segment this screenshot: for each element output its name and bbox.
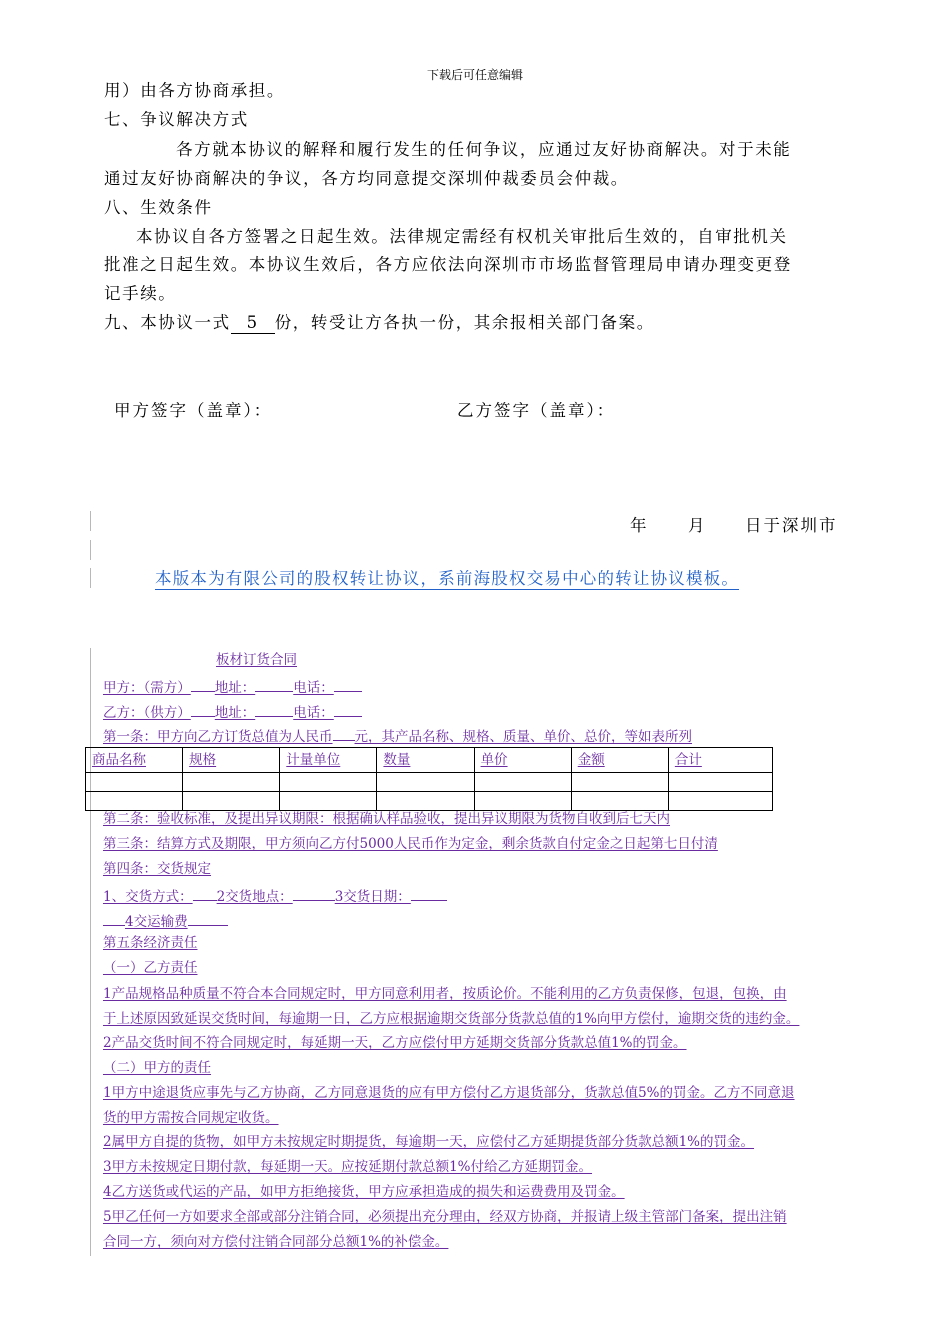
article-2: 第二条：验收标准，及提出异议期限：根据确认样品验收，提出异议期限为货物自收到后七天内 xyxy=(103,811,670,827)
section-7-title: 七、争议解决方式 xyxy=(104,110,249,129)
party-a-duty-5-line2: 合同一方，须向对方偿付注销合同部分总额1%的补偿金。 xyxy=(103,1234,449,1250)
party-b-duty-title: （一）乙方责任 xyxy=(103,960,198,976)
party-b-signature-label: 乙方签字（盖章）： xyxy=(457,401,616,420)
article-4-freight-line: 4交运输费 xyxy=(103,911,228,931)
party-b-phone-label: 电话： xyxy=(293,705,334,721)
table-header-cell: 规格 xyxy=(183,748,280,773)
party-a-duty-1-line1: 1甲方中途退货应事先与乙方协商，乙方同意退货的应有甲方偿付乙方退货部分，货款总值5%的罚金。乙方不同意退 xyxy=(103,1085,795,1101)
table-row xyxy=(86,773,773,792)
party-a-phone-label: 电话： xyxy=(293,680,334,696)
party-b-address-label: 地址： xyxy=(214,705,256,721)
party-a-duty-2: 2属甲方自提的货物，如甲方未按规定时期提货，每逾期一天，应偿付乙方延期提货部分货款总额1%的罚金。 xyxy=(103,1134,755,1150)
section-7-para-line1: 各方就本协议的解释和履行发生的任何争议，应通过友好协商解决。对于未能 xyxy=(176,140,792,159)
margin-guide xyxy=(90,540,91,560)
table-header-cell: 计量单位 xyxy=(280,748,377,773)
article-1: 第一条：甲方向乙方订货总值为人民币 元，其产品名称、规格、质量、单价、总价，等如表所列 xyxy=(103,726,692,746)
party-a-duty-5-line1: 5甲乙任何一方如要求全部或部分注销合同，必须提出充分理由，经双方协商，并报请上级主管部门备案，提出注销 xyxy=(103,1209,787,1225)
template-note-link[interactable]: 本版本为有限公司的股权转让协议，系前海股权交易中心的转让协议模板。 xyxy=(155,569,740,588)
copies-count: 5 xyxy=(231,313,275,334)
table-header-cell: 合计 xyxy=(668,748,772,773)
article-4-delivery-line: 1、交货方式： 2交货地点： 3交货日期： xyxy=(103,886,447,906)
party-b-line xyxy=(103,702,362,722)
party-a-label: 甲方：（需方） xyxy=(103,680,191,696)
party-a-signature-label: 甲方签字（盖章）： xyxy=(114,401,273,420)
table-header-cell: 金额 xyxy=(571,748,668,773)
party-b-duty-1-line2: 于上述原因致延误交货时间，每逾期一日，乙方应根据逾期交货部分货款总值的1%向甲方偿付，逾期交货的违约金。 xyxy=(103,1011,800,1027)
party-a-duty-3: 3甲方未按规定日期付款，每延期一天。应按延期付款总额1%付给乙方延期罚金。 xyxy=(103,1159,593,1175)
margin-guide xyxy=(90,511,91,531)
party-a-address-label: 地址： xyxy=(214,680,256,696)
article-3: 第三条：结算方式及期限，甲方须向乙方付5000人民币作为定金，剩余货款自付定金之日起第七日付清 xyxy=(103,836,718,852)
date-year: 年 xyxy=(630,516,649,535)
table-row xyxy=(86,792,773,811)
section-8-title: 八、生效条件 xyxy=(104,198,213,217)
article-4-title: 第四条：交货规定 xyxy=(103,861,211,877)
party-b-duty-2: 2产品交货时间不符合同规定时，每延期一天，乙方应偿付甲方延期交货部分货款总值1%的罚金。 xyxy=(103,1035,687,1051)
section-9-line xyxy=(104,312,655,334)
margin-guide xyxy=(90,568,91,588)
party-a-duty-4: 4乙方送货或代运的产品，如甲方拒绝接货，甲方应承担造成的损失和运费费用及罚金。 xyxy=(103,1184,625,1200)
section-8-para-line3: 记手续。 xyxy=(104,284,177,303)
margin-guide xyxy=(90,648,91,1256)
section-9-prefix: 九、本协议一式 xyxy=(104,313,231,332)
party-a-duty-title: （二）甲方的责任 xyxy=(103,1060,211,1076)
party-b-duty-1-line1: 1产品规格品种质量不符合本合同规定时，甲方同意利用者，按质论价。不能利用的乙方负责保修，包退，包换，由 xyxy=(103,986,787,1002)
party-a-duty-1-line2: 货的甲方需按合同规定收货。 xyxy=(103,1110,279,1126)
section-7-para-line2: 通过友好协商解决的争议，各方均同意提交深圳仲裁委员会仲裁。 xyxy=(104,169,629,188)
party-b-label: 乙方：（供方） xyxy=(103,705,191,721)
goods-table xyxy=(85,747,773,811)
article-5-title: 第五条经济责任 xyxy=(103,935,198,951)
header-note: 下载后可任意编辑 xyxy=(426,68,523,82)
table-header-cell: 单价 xyxy=(474,748,571,773)
section-9-suffix: 份，转受让方各执一份，其余报相关部门备案。 xyxy=(274,313,655,332)
cost-line: 用）由各方协商承担。 xyxy=(104,81,285,100)
table-header-cell: 数量 xyxy=(377,748,474,773)
date-day-place: 日于深圳市 xyxy=(745,516,838,535)
contract-title: 板材订货合同 xyxy=(216,652,297,668)
party-a-line xyxy=(103,677,362,697)
section-8-para-line1: 本协议自各方签署之日起生效。法律规定需经有权机关审批后生效的，自审批机关 xyxy=(136,227,788,246)
table-header-row xyxy=(86,748,773,773)
date-month: 月 xyxy=(688,516,707,535)
section-8-para-line2: 批准之日起生效。本协议生效后，各方应依法向深圳市市场监督管理局申请办理变更登 xyxy=(104,255,792,274)
table-header-cell: 商品名称 xyxy=(86,748,183,773)
